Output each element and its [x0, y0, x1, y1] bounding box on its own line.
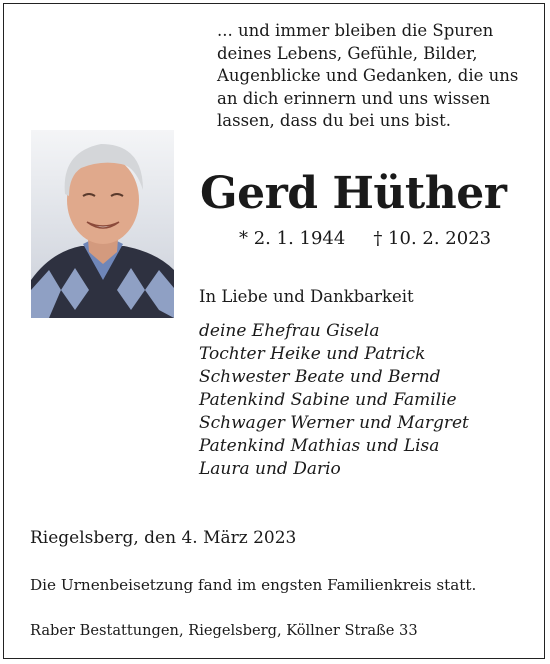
birth-date: * 2. 1. 1944: [239, 228, 346, 249]
mourner-line: Patenkind Sabine und Familie: [199, 390, 457, 410]
mourners-list: [199, 320, 469, 481]
mourner-line: Tochter Heike und Patrick: [199, 344, 426, 364]
deceased-name: Gerd Hüther: [200, 168, 507, 219]
mourner-line: Schwester Beate und Bernd: [199, 367, 441, 387]
dedication-line: In Liebe und Dankbarkeit: [199, 287, 414, 306]
mourner-line: Patenkind Mathias und Lisa: [199, 436, 440, 456]
quote-line: Augenblicke und Gedanken, die uns: [217, 66, 519, 85]
portrait-photo: [31, 130, 174, 318]
burial-notice: Die Urnenbeisetzung fand im engsten Familienkreis statt.: [30, 576, 477, 594]
life-dates: [239, 228, 491, 249]
mourner-line: Schwager Werner und Margret: [199, 413, 469, 433]
place-and-date: Riegelsberg, den 4. März 2023: [30, 528, 297, 548]
quote-line: deines Lebens, Gefühle, Bilder,: [217, 43, 478, 63]
death-date: † 10. 2. 2023: [373, 228, 492, 249]
mourner-line: Laura und Dario: [199, 459, 341, 479]
quote-line: lassen, dass du bei uns bist.: [217, 111, 451, 130]
memorial-quote: [217, 20, 537, 133]
undertaker-info: Raber Bestattungen, Riegelsberg, Köllner Straße 33: [30, 622, 418, 639]
quote-line: an dich erinnern und uns wissen: [217, 88, 491, 108]
mourner-line: deine Ehefrau Gisela: [199, 321, 380, 341]
quote-line: ... und immer bleiben die Spuren: [217, 21, 494, 40]
